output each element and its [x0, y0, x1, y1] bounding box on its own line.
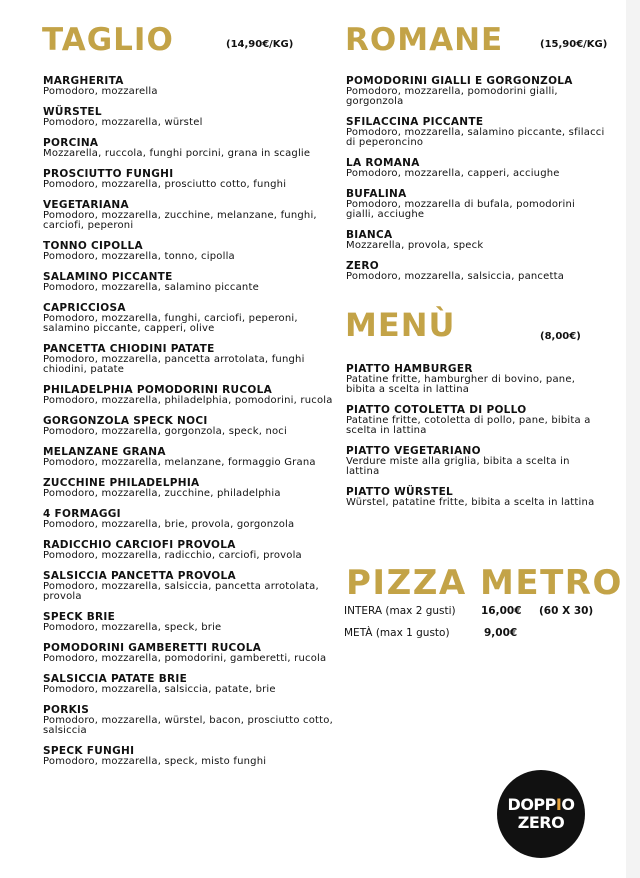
- item-name: BIANCA: [346, 229, 393, 241]
- item-description: Pomodoro, mozzarella, salamino piccante: [43, 282, 259, 293]
- item-description: Verdure miste alla griglia, bibita a scelta in lattina: [346, 456, 570, 477]
- taglio-item: [43, 674, 333, 695]
- item-name: SPECK BRIE: [43, 611, 116, 623]
- taglio-item: [43, 241, 333, 262]
- romane-item: [346, 230, 606, 251]
- taglio-item: [43, 303, 333, 334]
- item-description: Pomodoro, mozzarella, gorgonzola, speck, noci: [43, 426, 287, 437]
- item-description: Pomodoro, mozzarella, würstel: [43, 117, 203, 128]
- taglio-item: [43, 200, 333, 231]
- taglio-title: TAGLIO: [42, 22, 174, 58]
- item-name: RADICCHIO CARCIOFI PROVOLA: [43, 539, 236, 551]
- item-description: Pomodoro, mozzarella, salsiccia, patate, brie: [43, 684, 276, 695]
- item-name: SPECK FUNGHI: [43, 745, 135, 757]
- menu-item: [346, 446, 606, 477]
- item-description: Pomodoro, mozzarella, funghi, carciofi, peperoni, salamino piccante, capperi, olive: [43, 313, 298, 334]
- item-description: Patatine fritte, cotoletta di pollo, pane, bibita a scelta in lattina: [346, 415, 591, 436]
- romane-item: [346, 189, 606, 220]
- item-description: Patatine fritte, hamburgher di bovino, pane, bibita a scelta in lattina: [346, 374, 576, 395]
- item-name: VEGETARIANA: [43, 199, 129, 211]
- romane-list: [346, 76, 606, 292]
- item-description: Pomodoro, mozzarella, salsiccia, pancetta arrotolata, provola: [43, 581, 319, 602]
- taglio-item: [43, 705, 333, 736]
- item-description: Mozzarella, provola, speck: [346, 240, 484, 251]
- item-name: PIATTO COTOLETTA DI POLLO: [346, 404, 527, 416]
- item-description: Pomodoro, mozzarella, brie, provola, gorgonzola: [43, 519, 295, 530]
- taglio-item: [43, 169, 333, 190]
- item-name: PORKIS: [43, 704, 90, 716]
- item-description: Pomodoro, mozzarella, pancetta arrotolata, funghi chiodini, patate: [43, 354, 305, 375]
- item-name: LA ROMANA: [346, 157, 420, 169]
- pizza-metro-row-meta: [344, 627, 450, 639]
- pizza-metro-intera-price: 16,00€: [481, 605, 522, 617]
- romane-item: [346, 158, 606, 179]
- taglio-item: [43, 344, 333, 375]
- item-name: POMODORINI GIALLI E GORGONZOLA: [346, 75, 573, 87]
- item-description: Pomodoro, mozzarella, zucchine, philadelphia: [43, 488, 281, 499]
- item-name: CAPRICCIOSA: [43, 302, 126, 314]
- item-name: SALSICCIA PANCETTA PROVOLA: [43, 570, 236, 582]
- taglio-item: [43, 138, 333, 159]
- item-name: PIATTO WÜRSTEL: [346, 486, 454, 498]
- item-name: TONNO CIPOLLA: [43, 240, 143, 252]
- item-description: Pomodoro, mozzarella, radicchio, carciofi, provola: [43, 550, 302, 561]
- item-name: PIATTO VEGETARIANO: [346, 445, 481, 457]
- item-name: SALAMINO PICCANTE: [43, 271, 173, 283]
- taglio-item: [43, 612, 333, 633]
- taglio-item: [43, 447, 333, 468]
- item-name: PANCETTA CHIODINI PATATE: [43, 343, 215, 355]
- menu-item: [346, 364, 606, 395]
- taglio-item: [43, 416, 333, 437]
- item-name: POMODORINI GAMBERETTI RUCOLA: [43, 642, 262, 654]
- menu-list: [346, 364, 606, 518]
- item-name: WÜRSTEL: [43, 106, 102, 118]
- taglio-price: (14,90€/KG): [226, 39, 294, 50]
- item-description: Pomodoro, mozzarella, melanzane, formaggio Grana: [43, 457, 316, 468]
- item-description: Pomodoro, mozzarella: [43, 86, 158, 97]
- item-description: Pomodoro, mozzarella, pomodorini gialli, gorgonzola: [346, 86, 558, 107]
- taglio-item: [43, 107, 333, 128]
- pizza-metro-title: PIZZA METRO: [346, 563, 623, 603]
- taglio-item: [43, 385, 333, 406]
- romane-title: ROMANE: [345, 22, 504, 58]
- taglio-item: [43, 746, 333, 767]
- taglio-item: [43, 272, 333, 293]
- pizza-metro-intera-label: INTERA (max 2 gusti): [344, 605, 456, 617]
- item-name: PORCINA: [43, 137, 99, 149]
- pizza-metro-meta-price: 9,00€: [484, 627, 518, 639]
- item-name: SFILACCINA PICCANTE: [346, 116, 484, 128]
- menu-item: [346, 405, 606, 436]
- romane-item: [346, 117, 606, 148]
- item-description: Pomodoro, mozzarella, würstel, bacon, prosciutto cotto, salsiccia: [43, 715, 333, 736]
- romane-item: [346, 261, 606, 282]
- doppio-zero-logo: DOPPIO ZERO: [497, 770, 585, 858]
- menu-price: (8,00€): [540, 331, 581, 342]
- item-description: Würstel, patatine fritte, bibita a scelta in lattina: [346, 497, 595, 508]
- item-description: Pomodoro, mozzarella di bufala, pomodorini gialli, acciughe: [346, 199, 575, 220]
- taglio-item: [43, 76, 333, 97]
- item-name: SALSICCIA PATATE BRIE: [43, 673, 188, 685]
- item-name: ZUCCHINE PHILADELPHIA: [43, 477, 200, 489]
- taglio-item: [43, 478, 333, 499]
- taglio-item: [43, 571, 333, 602]
- item-description: Pomodoro, mozzarella, speck, brie: [43, 622, 222, 633]
- item-name: 4 FORMAGGI: [43, 508, 121, 520]
- item-name: MARGHERITA: [43, 75, 124, 87]
- item-description: Pomodoro, mozzarella, zucchine, melanzane, funghi, carciofi, peperoni: [43, 210, 317, 231]
- item-name: PIATTO HAMBURGER: [346, 363, 473, 375]
- romane-price: (15,90€/KG): [540, 39, 608, 50]
- item-description: Pomodoro, mozzarella, prosciutto cotto, funghi: [43, 179, 287, 190]
- pizza-metro-intera-size: (60 X 30): [539, 605, 594, 617]
- item-description: Mozzarella, ruccola, funghi porcini, grana in scaglie: [43, 148, 311, 159]
- item-name: ZERO: [346, 260, 379, 272]
- item-name: PROSCIUTTO FUNGHI: [43, 168, 174, 180]
- item-description: Pomodoro, mozzarella, tonno, cipolla: [43, 251, 235, 262]
- taglio-item: [43, 540, 333, 561]
- item-description: Pomodoro, mozzarella, salamino piccante, sfilacci di peperoncino: [346, 127, 605, 148]
- taglio-item: [43, 509, 333, 530]
- menu-item: [346, 487, 606, 508]
- item-name: GORGONZOLA SPECK NOCI: [43, 415, 208, 427]
- item-name: PHILADELPHIA POMODORINI RUCOLA: [43, 384, 272, 396]
- menu-title: MENÙ: [345, 306, 456, 344]
- item-description: Pomodoro, mozzarella, salsiccia, pancetta: [346, 271, 565, 282]
- pizza-metro-meta-label: METÀ (max 1 gusto): [344, 627, 450, 639]
- taglio-list: [43, 76, 333, 777]
- item-description: Pomodoro, mozzarella, philadelphia, pomodorini, rucola: [43, 395, 333, 406]
- pin-icon: I: [555, 795, 562, 814]
- item-name: MELANZANE GRANA: [43, 446, 166, 458]
- item-description: Pomodoro, mozzarella, pomodorini, gamberetti, rucola: [43, 653, 327, 664]
- item-description: Pomodoro, mozzarella, speck, misto funghi: [43, 756, 267, 767]
- item-description: Pomodoro, mozzarella, capperi, acciughe: [346, 168, 560, 179]
- item-name: BUFALINA: [346, 188, 407, 200]
- pizza-metro-row-intera: [344, 605, 456, 617]
- romane-item: [346, 76, 606, 107]
- taglio-item: [43, 643, 333, 664]
